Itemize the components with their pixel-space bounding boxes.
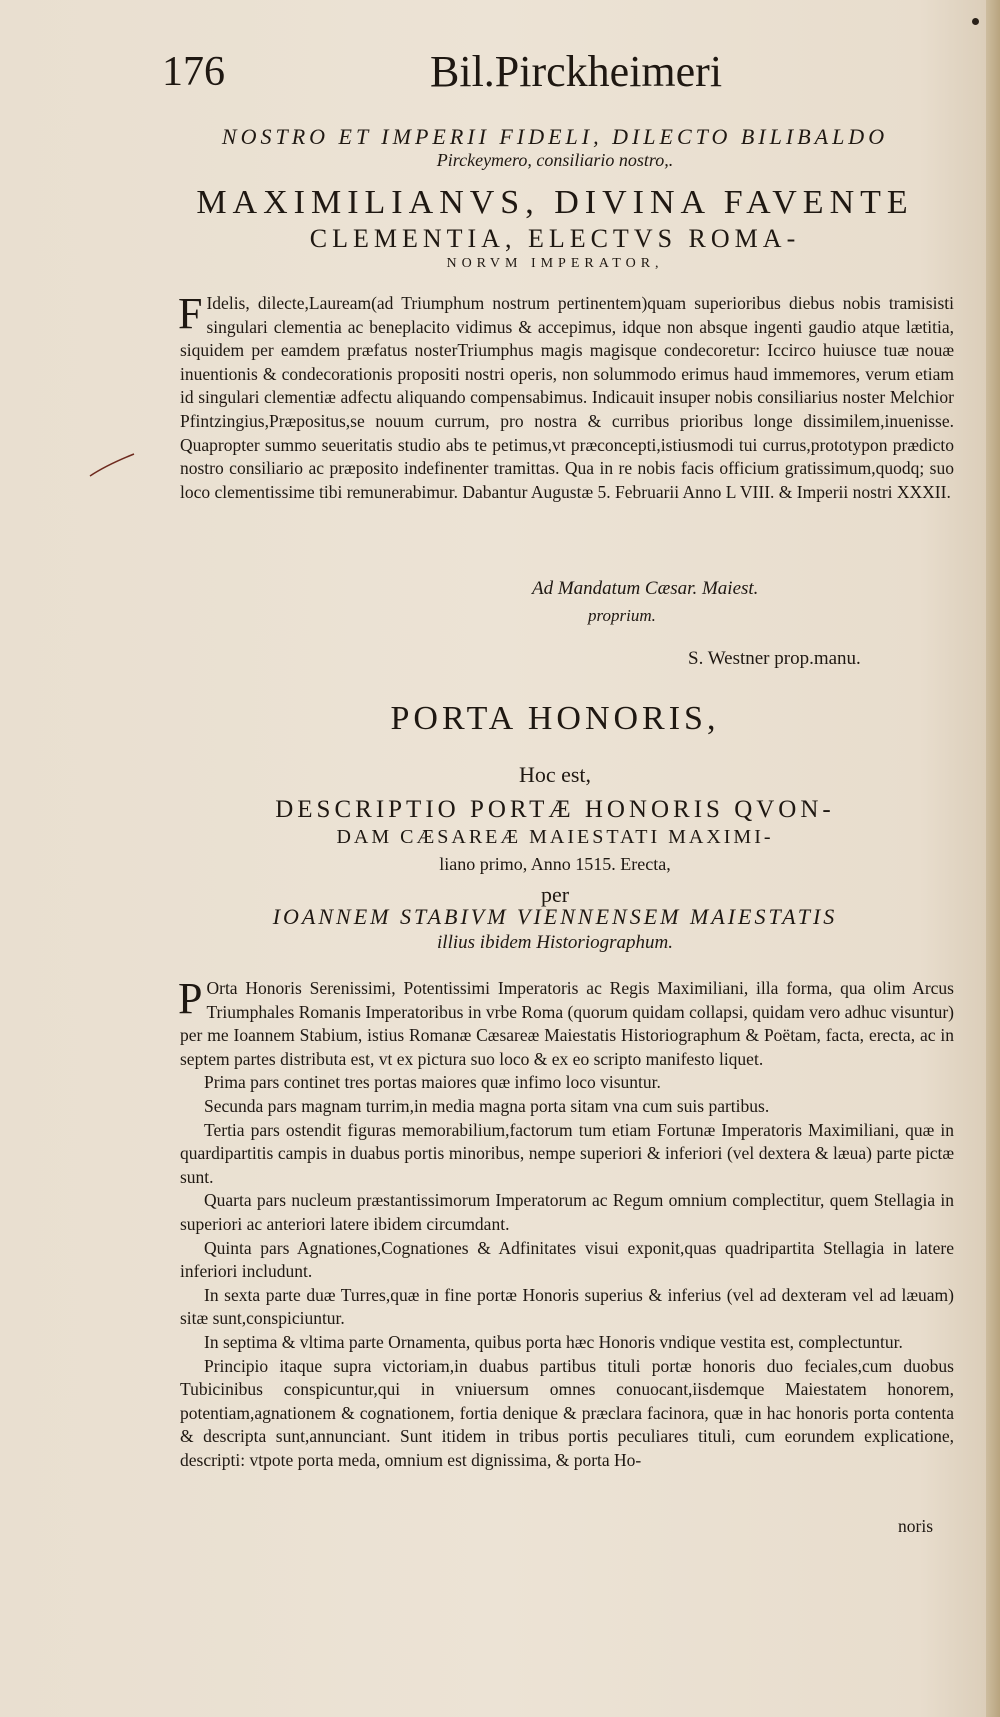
running-head [162,48,952,108]
author-line2: illius ibidem Historiographum. [437,932,673,953]
desc-line1: DESCRIPTIO PORTÆ HONORIS QVON- [275,796,835,823]
paragraph-septima: In septima & vltima parte Ornamenta, quibus porta hæc Honoris vndique vestita est, complectuntur. [204,1331,903,1352]
letter-title-line1: MAXIMILIANVS, DIVINA FAVENTE [196,184,914,221]
porta-body [178,974,954,1472]
letter-title-line2: CLEMENTIA, ELECTVS ROMA- [309,224,801,253]
desc-line3: liano primo, Anno 1515. Erecta, [439,854,671,874]
mandate-line1: Ad Mandatum Cæsar. Maiest. [532,578,759,599]
paragraph-tertia: Tertia pars ostendit figuras memorabilium,factorum tum etiam Fortunæ Imperatoris Maximiliani, quæ in quardipartitis campis in duabus portis minoribus, nempe superiori & inferiori (vel dextera & læua) parte pictæ sunt. [180,1119,954,1187]
page-number: 176 [162,49,225,95]
porta-intro-text: Orta Honoris Serenissimi, Potentissimi Imperatoris ac Regis Maximiliani, illa forma, qua olim Arcus Triumphales Romanis Imperatoribus in vrbe Roma (quorum quidam collapsi, quidam vero adhuc visuntur) per me Ioannem Stabium, istius Romanæ Cæsareæ Maiestatis Historiographum & Poëtam, facta, erecta, ac in septem partes distributa est, vt ex picturа suo loco & ex eo scripto manifesto liquet. [180,978,954,1069]
signature: S. Westner prop.manu. [688,648,861,669]
drop-initial: P [178,974,203,1023]
margin-mark-icon [88,450,138,480]
paragraph-prima: Prima pars continet tres portas maiores quæ infimo loco visuntur. [204,1072,661,1093]
page-edge [986,0,1000,1717]
mandate-line2: proprium. [588,606,656,625]
porta-intro [178,974,954,1071]
letter-address-line2: Pirckeymero, consiliario nostro,. [436,150,674,170]
ink-dot [972,18,979,25]
per-line: per [540,882,570,907]
paragraph-principio: Principio itaque supra victoriam,in duabus partibus tituli portæ honoris duo feciales,cum duobus Tubicinibus conspicuntur,qui in vniuersum omnes conuocant,iisdemque Maiestatem honorem, potentiam,agnationem & cognationem, fortia denique & præclara facinora, quæ in hac honoris porta contenta & descripta sunt,annunciant. Sunt itidem in tribus portis peculiares tituli, cum eorundem explicatione, descripti: vtpote porta meda, omnium est dignissima, & porta Ho- [180,1355,954,1470]
drop-initial: F [178,289,203,338]
paragraph-secunda: Secunda pars magnam turrim,in media magna porta sitam vna cum suis partibus. [204,1095,770,1116]
letter-body-text: Idelis, dilecte,Lauream(ad Triumphum nostrum pertinentem)quam superioribus diebus nobis tramisisti singulari clementia ac beneplacito vidimus & accepimus, idque non absque ingenti gaudio atque lætitia, siquidem per eamdem præfatus nosterTriumphus magis magisque condecoretur: Iccirco huiusce tuæ nouæ inuentionis & condecorationis propositi nostri operis, non solummodo erimus haud immemores, verum etiam id singulari clementiæ adfectu aliquando compensabimus. Indicauit insuper nobis consiliarius noster Melchior Pfintzingius,Præpositus,se nouum currum, pro nostra & curribus prioribus longe dissimilem,inuenisse. Quapropter summo seueritatis studio abs te petimus,vt præconcepti,istiusmodi tui currus,prototypon prædicto nostro consiliario ac præposito indefinenter tramittas. Qua in re nobis facis officium gratissimum,quodq; suo loco clementissime tibi remunerabimur. Dabantur Augustæ 5. Februarii Anno L VIII. & Imperii nostri XXXII. [180,293,954,502]
hoc-est: Hoc est, [518,762,592,787]
letter-title-line3: NORVM IMPERATOR, [446,256,664,271]
porta-heading: PORTA HONORIS, [390,700,720,737]
running-title: Bil.Pirckheimeri [430,47,723,96]
author-line1: IOANNEM STABIVM VIENNENSEM MAIESTATIS [272,904,838,929]
letter-body [178,289,954,504]
desc-line2: DAM CÆSAREÆ MAIESTATI MAXIMI- [336,826,774,848]
paragraph-quarta: Quarta pars nucleum præstantissimorum Imperatorum ac Regum omnium complectitur, quem Stellagia in superiori ac anteriori latere ibidem circumdant. [180,1190,954,1234]
letter-address-line1: NOSTRO ET IMPERII FIDELI, DILECTO BILIBALDO [221,124,889,149]
paragraph-sexta: In sexta parte duæ Turres,quæ in fine portæ Honoris superius & inferius (vel ad dexteram vel ad læuam) sitæ sunt,conspiciuntur. [180,1284,954,1329]
paragraph-quinta: Quinta pars Agnationes,Cognationes & Adfinitates visui exponit,quas quadripartita Stellagia in latere inferiori includunt. [180,1237,954,1282]
catchword: noris [898,1516,933,1536]
